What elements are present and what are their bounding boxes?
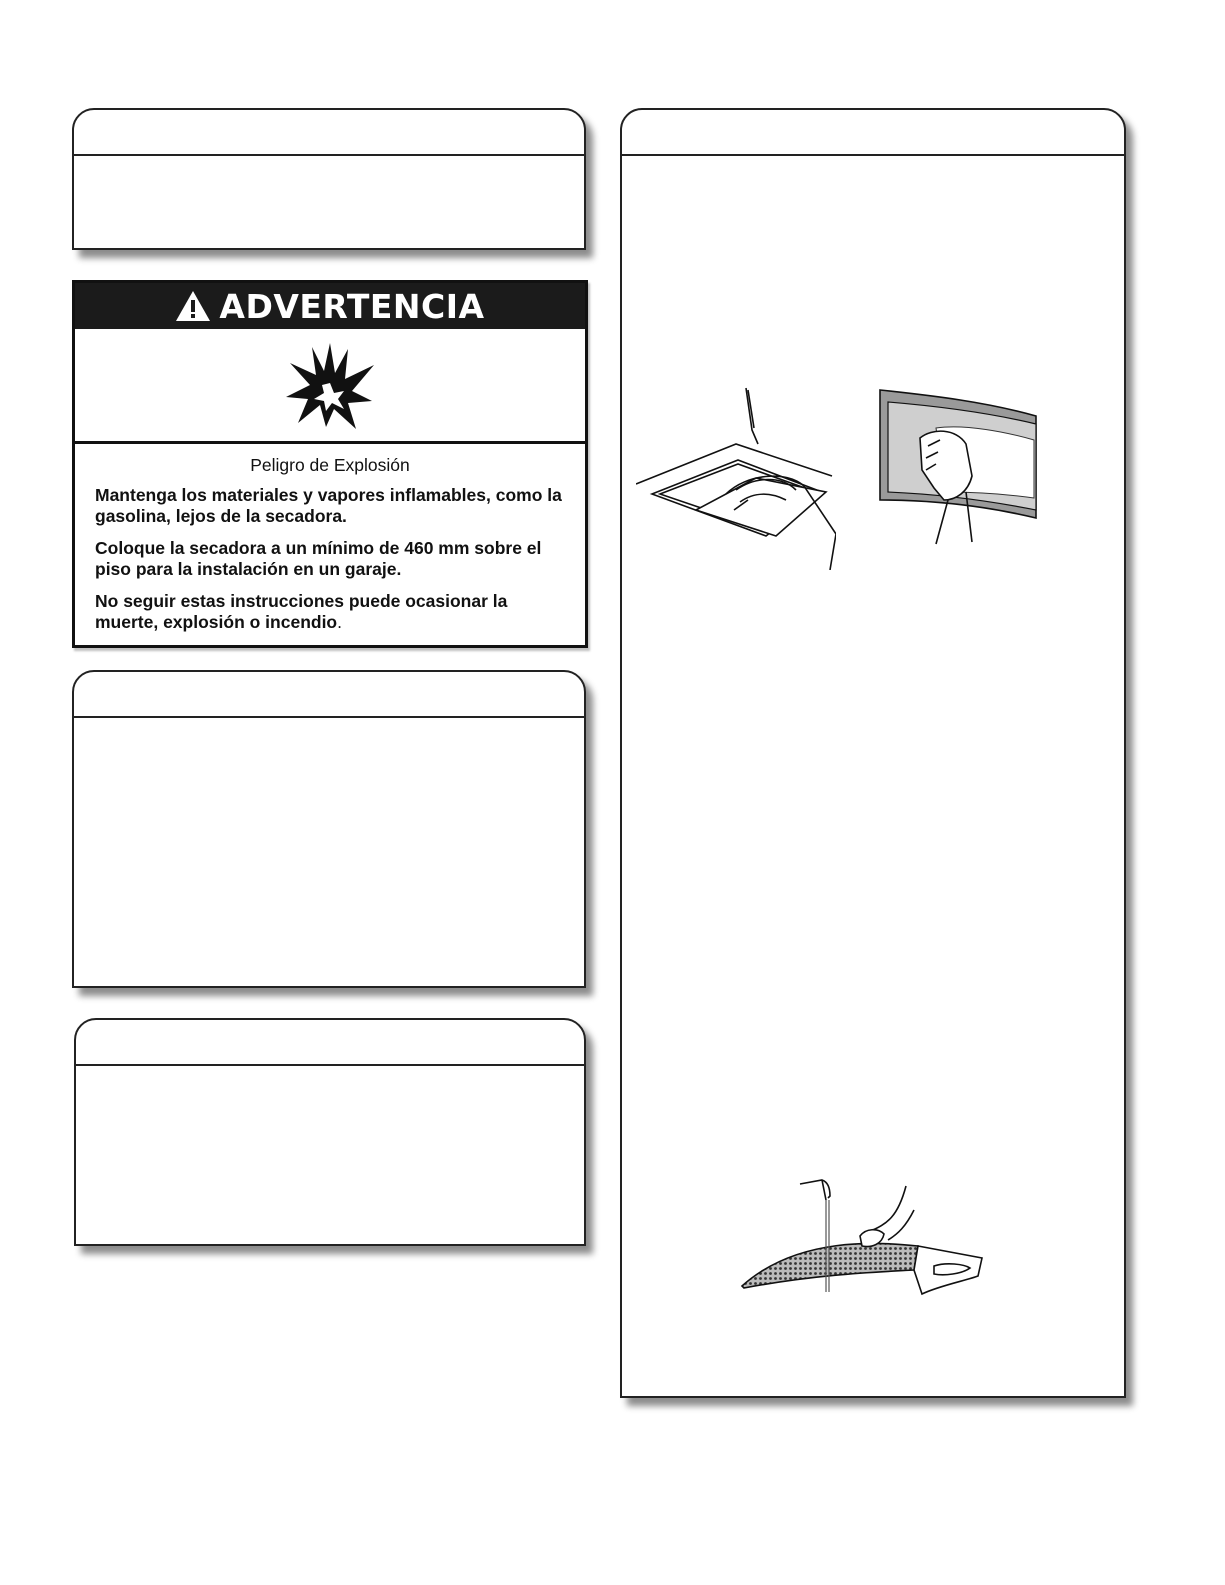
info-panel-2-header <box>74 672 584 718</box>
info-panel-1-header <box>74 110 584 156</box>
warning-symbol-area <box>75 329 585 444</box>
warning-consequence-text: No seguir estas instrucciones puede ocasionar la muerte, explosión o incendio <box>95 591 508 632</box>
drum-wiping-illustration <box>876 388 1038 546</box>
info-panel-2 <box>72 670 586 988</box>
warning-line-1: Mantenga los materiales y vapores inflamables, como la gasolina, lejos de la secadora. <box>95 485 562 526</box>
warning-box <box>72 280 588 648</box>
info-panel-3 <box>74 1018 586 1246</box>
warning-title: ADVERTENCIA <box>219 286 485 326</box>
hazard-name: Peligro de Explosión <box>250 455 410 475</box>
warning-title-bar <box>75 283 585 329</box>
warning-line-2: Coloque la secadora a un mínimo de 460 mm sobre el piso para la instalación en un garaje. <box>95 538 542 579</box>
warning-consequence-period: . <box>337 612 342 632</box>
lint-screen-washing-illustration <box>738 1176 998 1300</box>
warning-consequence <box>95 591 565 633</box>
lint-screen-removal-illustration <box>636 384 836 570</box>
info-panel-right-header <box>622 110 1124 156</box>
warning-triangle-icon <box>175 290 211 322</box>
info-panel-3-header <box>76 1020 584 1066</box>
explosion-icon <box>282 339 378 431</box>
warning-body <box>95 455 565 644</box>
info-panel-1 <box>72 108 586 250</box>
